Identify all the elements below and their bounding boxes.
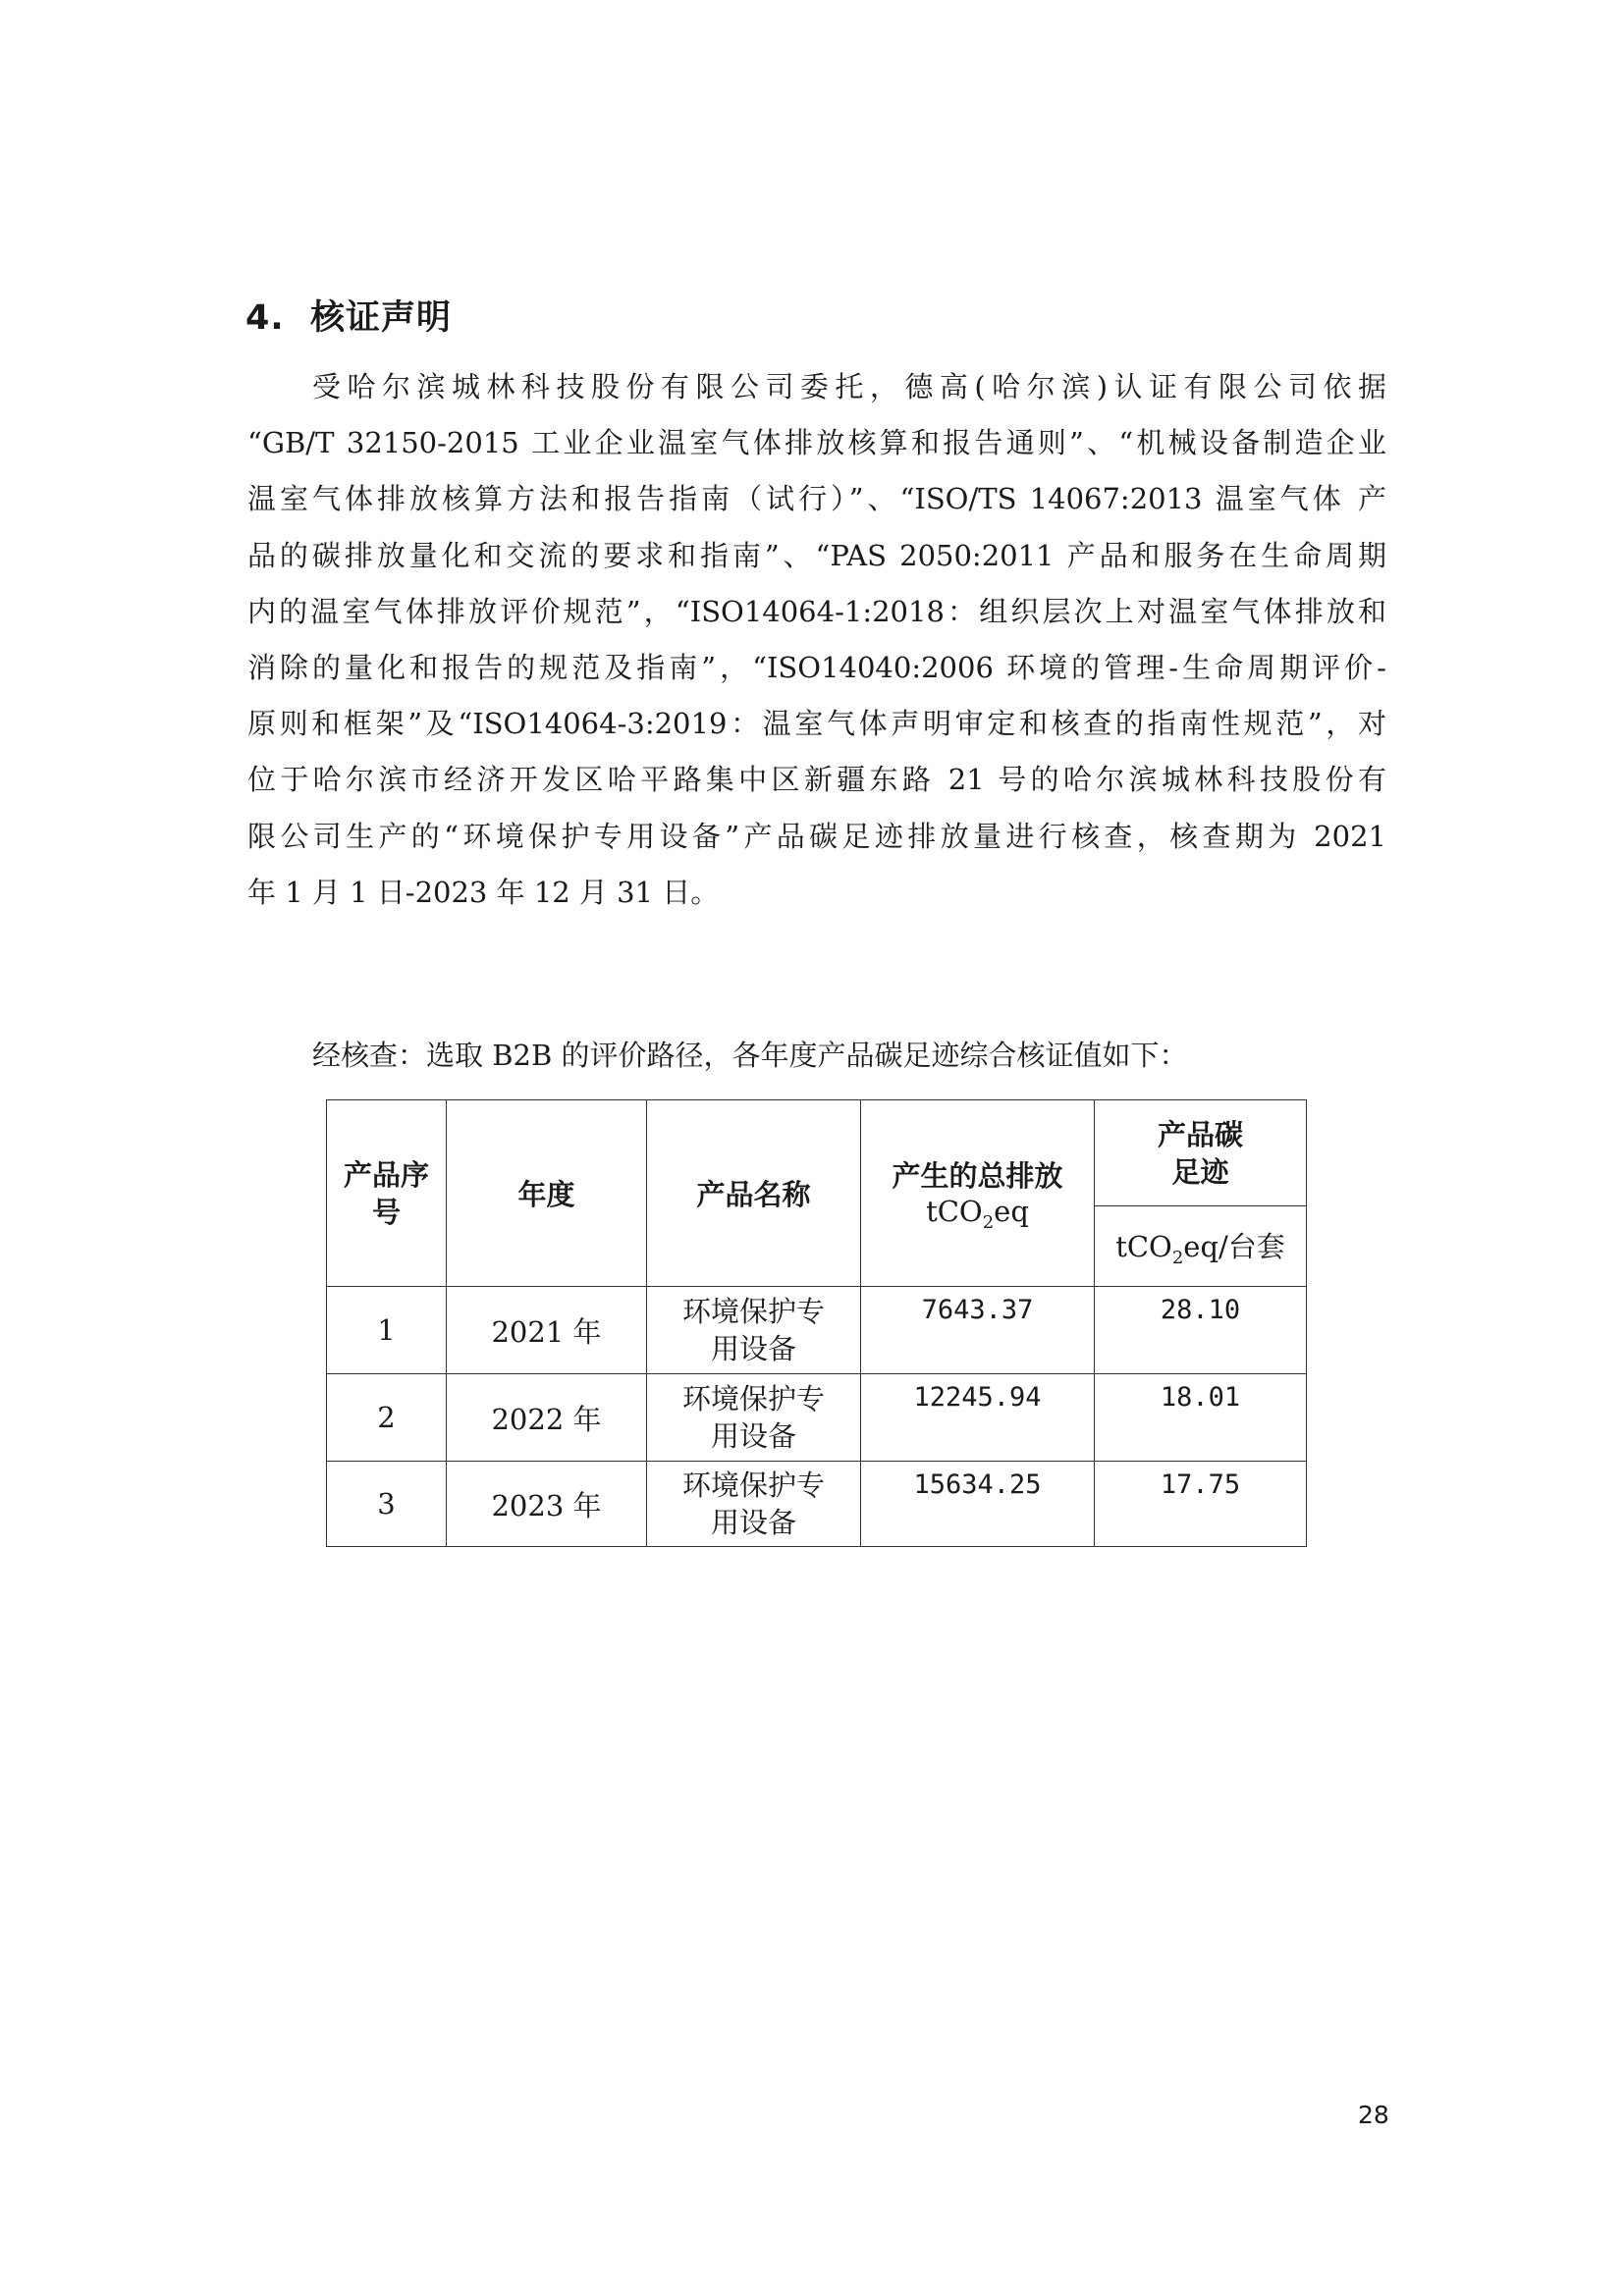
carbon-footprint-table — [326, 1099, 1307, 1547]
paragraph-line: 温室气体排放核算方法和报告指南（试行）”、“ISO/TS 14067:2013 温室气体 产 — [247, 482, 1386, 516]
paragraph-line: 年 1 月 1 日-2023 年 12 月 31 日。 — [247, 875, 720, 909]
total-unit: tCO$_2$eq — [926, 1194, 1029, 1233]
verification-paragraph — [247, 359, 1386, 921]
paragraph-line: 位于哈尔滨市经济开发区哈平路集中区新疆东路 21 号的哈尔滨城林科技股份有 — [247, 763, 1386, 797]
cell-total: 7643.37 — [861, 1287, 1095, 1374]
cell-seq: 2 — [327, 1374, 447, 1462]
cell-name: 环境保护专用设备 — [647, 1374, 861, 1462]
cell-seq: 3 — [327, 1462, 447, 1547]
table-row — [327, 1374, 1307, 1462]
header-name: 产品名称 — [647, 1100, 861, 1287]
paragraph-line: 品的碳排放量化和交流的要求和指南”、“PAS 2050:2011 产品和服务在生命周期 — [247, 538, 1386, 572]
cell-year: 2021 年 — [447, 1287, 647, 1374]
section-heading — [245, 291, 452, 340]
cell-year: 2023 年 — [447, 1462, 647, 1547]
cell-footprint: 18.01 — [1095, 1374, 1307, 1462]
table-row — [327, 1462, 1307, 1547]
footprint-unit: tCO$_2$eq/台套 — [1095, 1206, 1307, 1287]
section-title: 核证声明 — [310, 298, 453, 338]
header-seq: 产品序号 — [327, 1100, 447, 1287]
cell-year: 2022 年 — [447, 1374, 647, 1462]
cell-total: 12245.94 — [861, 1374, 1095, 1462]
cell-name: 环境保护专用设备 — [647, 1462, 861, 1547]
section-number: 4. — [245, 298, 285, 338]
paragraph-line: 受哈尔滨城林科技股份有限公司委托，德高(哈尔滨)认证有限公司依据 — [312, 370, 1386, 403]
paragraph-line: 内的温室气体排放评价规范”，“ISO14064-1:2018：组织层次上对温室气体排放和 — [247, 594, 1386, 628]
cell-seq: 1 — [327, 1287, 447, 1374]
page-number: 28 — [1358, 2101, 1389, 2129]
cell-total: 15634.25 — [861, 1462, 1095, 1547]
cell-footprint: 17.75 — [1095, 1462, 1307, 1547]
header-total: 产生的总排放 tCO$_2$eq — [861, 1100, 1095, 1287]
table-intro: 经核查：选取 B2B 的评价路径，各年度产品碳足迹综合核证值如下： — [312, 1039, 1188, 1072]
paragraph-line: 原则和框架”及“ISO14064-3:2019：温室气体声明审定和核查的指南性规范”，对 — [247, 707, 1386, 741]
paragraph-line: 限公司生产的“环境保护专用设备”产品碳足迹排放量进行核查，核查期为 2021 — [247, 819, 1386, 853]
paragraph-line: 消除的量化和报告的规范及指南”，“ISO14040:2006 环境的管理-生命周期评价- — [247, 651, 1386, 685]
paragraph-line: “GB/T 32150-2015 工业企业温室气体排放核算和报告通则”、“机械设备制造企业 — [247, 426, 1386, 460]
header-year: 年度 — [447, 1100, 647, 1287]
cell-footprint: 28.10 — [1095, 1287, 1307, 1374]
table-row — [327, 1287, 1307, 1374]
header-footprint: 产品碳足迹 — [1095, 1100, 1307, 1206]
cell-name: 环境保护专用设备 — [647, 1287, 861, 1374]
